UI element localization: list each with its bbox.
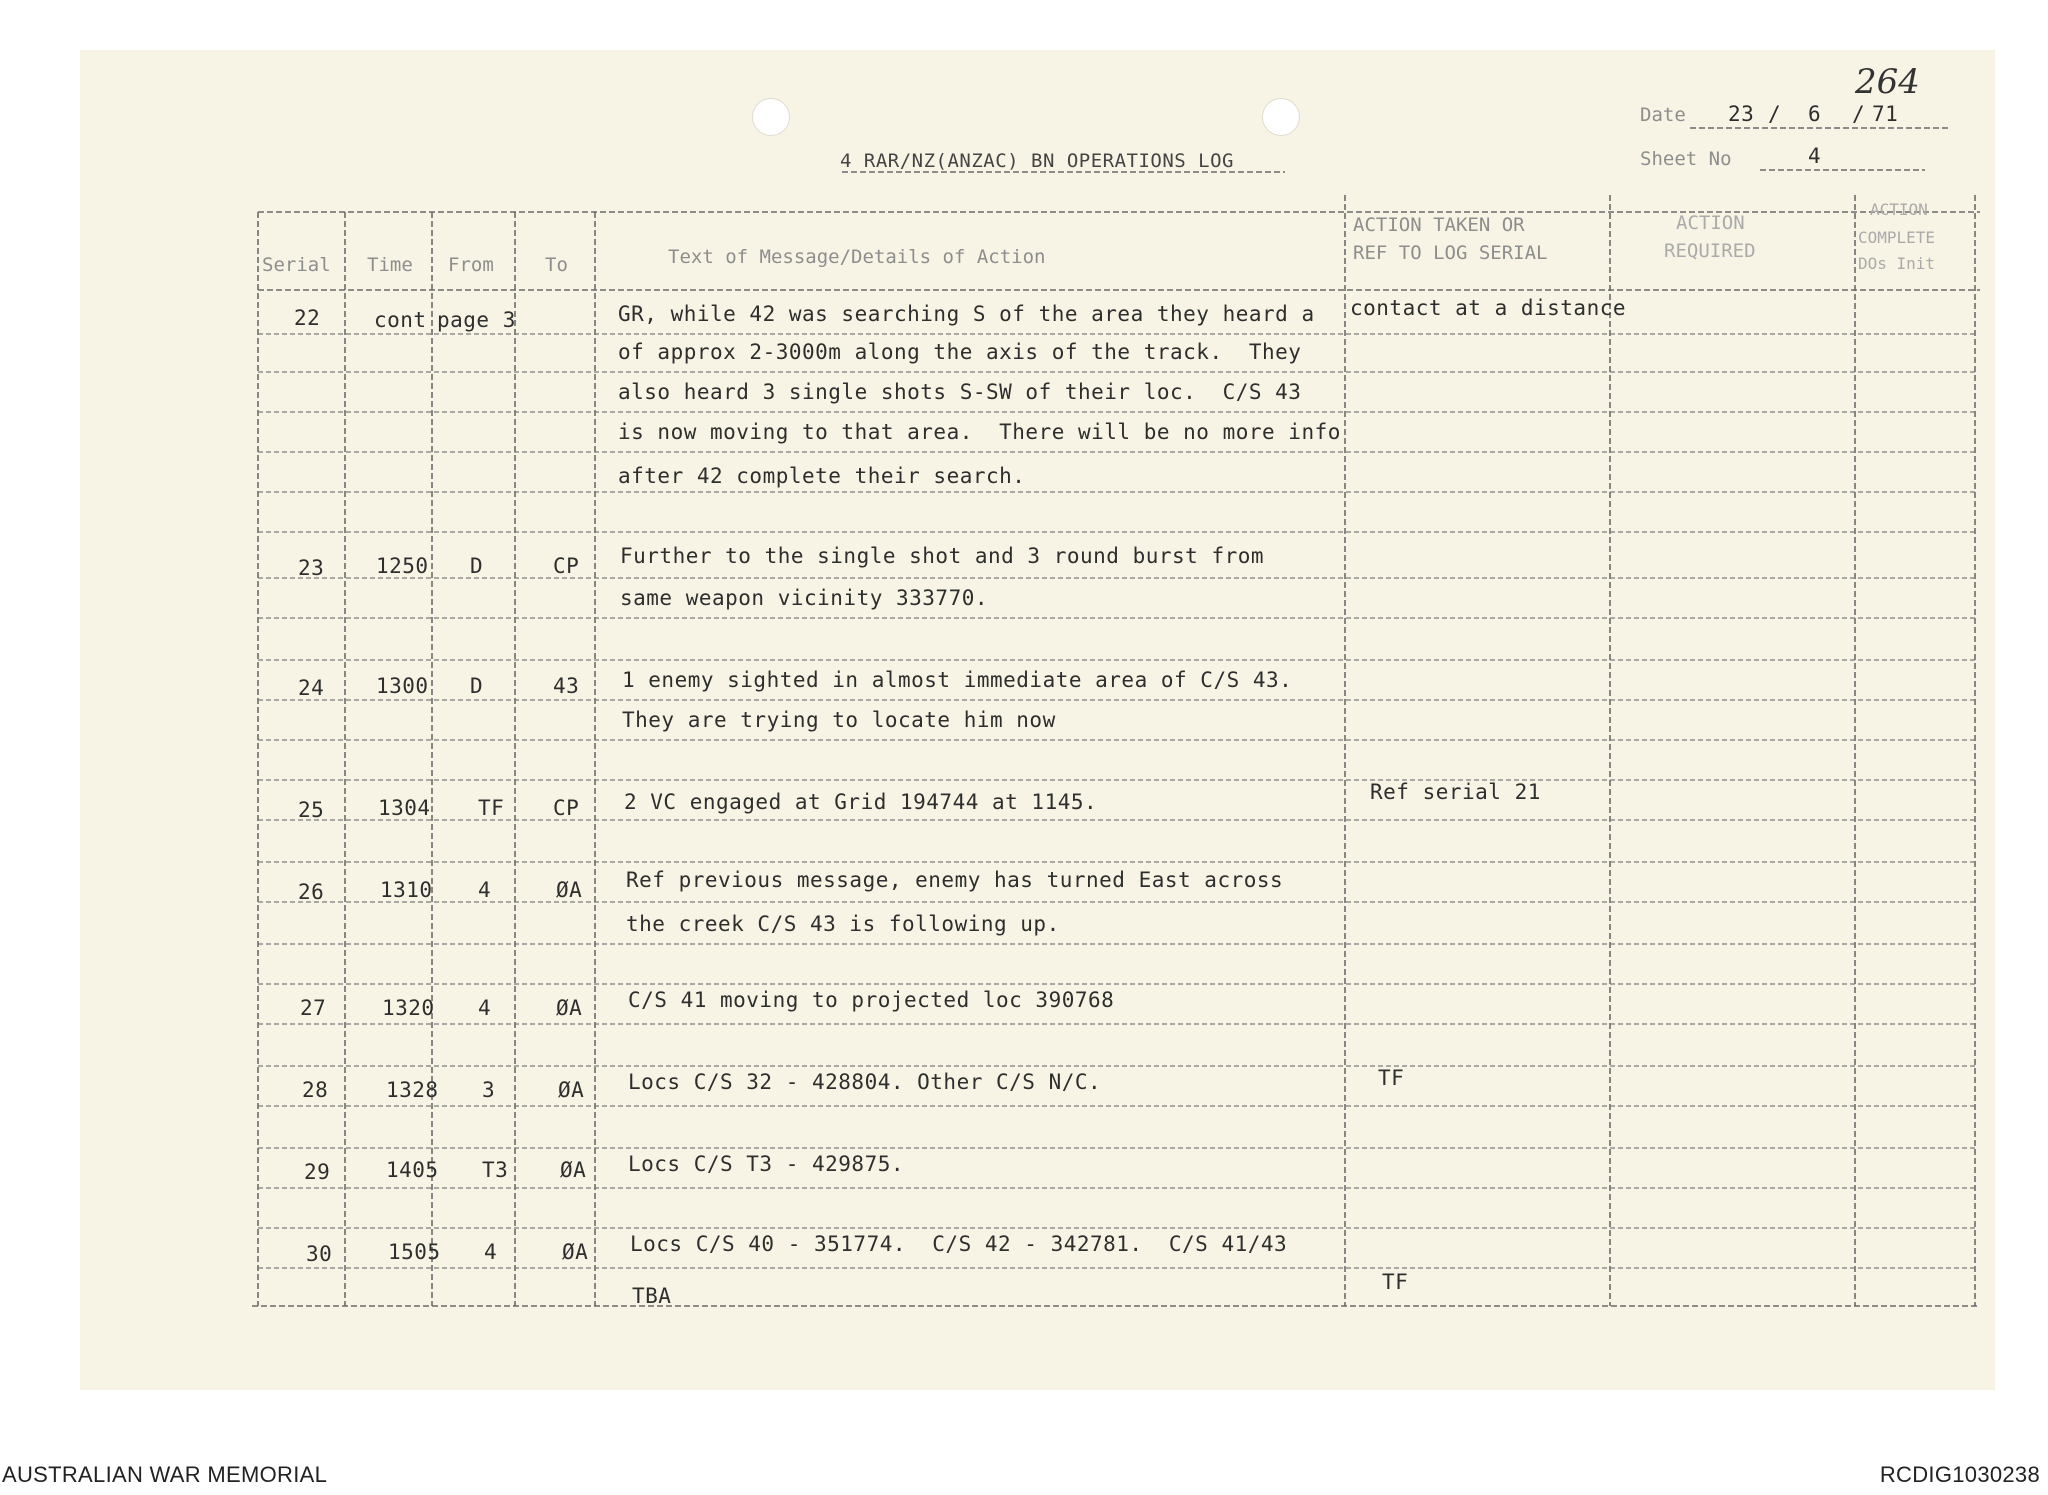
row-25-serial: 25 [298,798,325,822]
date-month: 6 [1808,102,1822,126]
row-23-to: CP [553,554,580,578]
row-22-text-line2: of approx 2-3000m along the axis of the track. They [618,340,1302,364]
row-22-serial: 22 [294,306,321,330]
row-26-text-line1: Ref previous message, enemy has turned East across [626,868,1284,892]
date-label: Date [1640,104,1686,126]
row-23-text-line2: same weapon vicinity 333770. [620,586,989,610]
row-27-to: ØA [556,996,583,1020]
row-25-from: TF [478,796,505,820]
log-title: 4 RAR/NZ(ANZAC) BN OPERATIONS LOG [840,150,1234,172]
col-action-required-line2: REQUIRED [1664,240,1756,262]
row-23-time: 1250 [376,554,429,578]
row-30-time: 1505 [388,1240,441,1264]
date-year: 71 [1872,102,1899,126]
row-25-to: CP [553,796,580,820]
row-28-text-line1: Locs C/S 32 - 428804. Other C/S N/C. [628,1070,1102,1094]
row-23-serial: 23 [298,556,325,580]
row-25-action: Ref serial 21 [1370,780,1541,804]
row-24-text-line2: They are trying to locate him now [622,708,1056,732]
col-action-taken-line2: REF TO LOG SERIAL [1353,242,1548,264]
row-27-text-line1: C/S 41 moving to projected loc 390768 [628,988,1115,1012]
row-23-text-line1: Further to the single shot and 3 round burst from [620,544,1265,568]
row-27-time: 1320 [382,996,435,1020]
col-from: From [448,254,494,276]
row-24-from: D [470,674,484,698]
row-28-serial: 28 [302,1078,329,1102]
col-action-required-line1: ACTION [1676,212,1745,234]
row-30-text-line2: TBA [632,1284,672,1308]
sheet-number: 4 [1808,144,1822,168]
footer-reference: RCDIG1030238 [1879,1462,2040,1487]
row-26-serial: 26 [298,880,325,904]
row-26-from: 4 [478,878,492,902]
row-22-text-line3: also heard 3 single shots S-SW of their loc. C/S 43 [618,380,1302,404]
row-26-text-line2: the creek C/S 43 is following up. [626,912,1060,936]
row-26-time: 1310 [380,878,433,902]
col-action-taken-line1: ACTION TAKEN OR [1353,214,1525,236]
row-28-action: TF [1378,1066,1405,1090]
row-27-serial: 27 [300,996,327,1020]
row-22-time: cont [374,308,427,332]
row-25-time: 1304 [378,796,431,820]
row-25-text-line1: 2 VC engaged at Grid 194744 at 1145. [624,790,1098,814]
date-day: 23 [1728,102,1755,126]
row-24-serial: 24 [298,676,325,700]
row-30-text-line1: Locs C/S 40 - 351774. C/S 42 - 342781. C/S 41/43 [630,1232,1288,1256]
col-action-complete-line3: DOs Init [1858,254,1936,273]
row-24-time: 1300 [376,674,429,698]
row-29-to: ØA [560,1158,587,1182]
row-30-action: TF [1382,1270,1409,1294]
row-28-from: 3 [482,1078,496,1102]
row-30-from: 4 [484,1240,498,1264]
row-29-serial: 29 [304,1160,331,1184]
col-action-complete-line2: COMPLETE [1858,228,1936,247]
row-22-text-line5: after 42 complete their search. [618,464,1026,488]
row-22-from: page 3 [437,308,516,332]
date-sep-1: / [1768,102,1782,126]
row-23-from: D [470,554,484,578]
row-22-text-line4: is now moving to that area. There will be no more info [618,420,1341,444]
col-text: Text of Message/Details of Action [668,246,1046,268]
date-sep-2: / [1852,102,1866,126]
row-27-from: 4 [478,996,492,1020]
row-26-to: ØA [556,878,583,902]
row-24-to: 43 [553,674,580,698]
row-28-to: ØA [558,1078,585,1102]
row-22-text-line1: GR, while 42 was searching S of the area they heard a [618,302,1315,326]
footer-institution: AUSTRALIAN WAR MEMORIAL [2,1462,328,1487]
row-24-text-line1: 1 enemy sighted in almost immediate area of C/S 43. [622,668,1293,692]
row-30-to: ØA [562,1240,589,1264]
col-time: Time [367,254,413,276]
row-29-text-line1: Locs C/S T3 - 429875. [628,1152,905,1176]
row-29-from: T3 [482,1158,509,1182]
page-number-handwritten: 264 [1855,62,1920,102]
col-serial: Serial [262,254,331,276]
sheet-label: Sheet No [1640,148,1732,170]
row-28-time: 1328 [386,1078,439,1102]
col-action-complete-line1: ACTION [1870,200,1928,219]
col-to: To [545,254,568,276]
row-30-serial: 30 [306,1242,333,1266]
row-29-time: 1405 [386,1158,439,1182]
row-22-action: contact at a distance [1350,296,1627,320]
